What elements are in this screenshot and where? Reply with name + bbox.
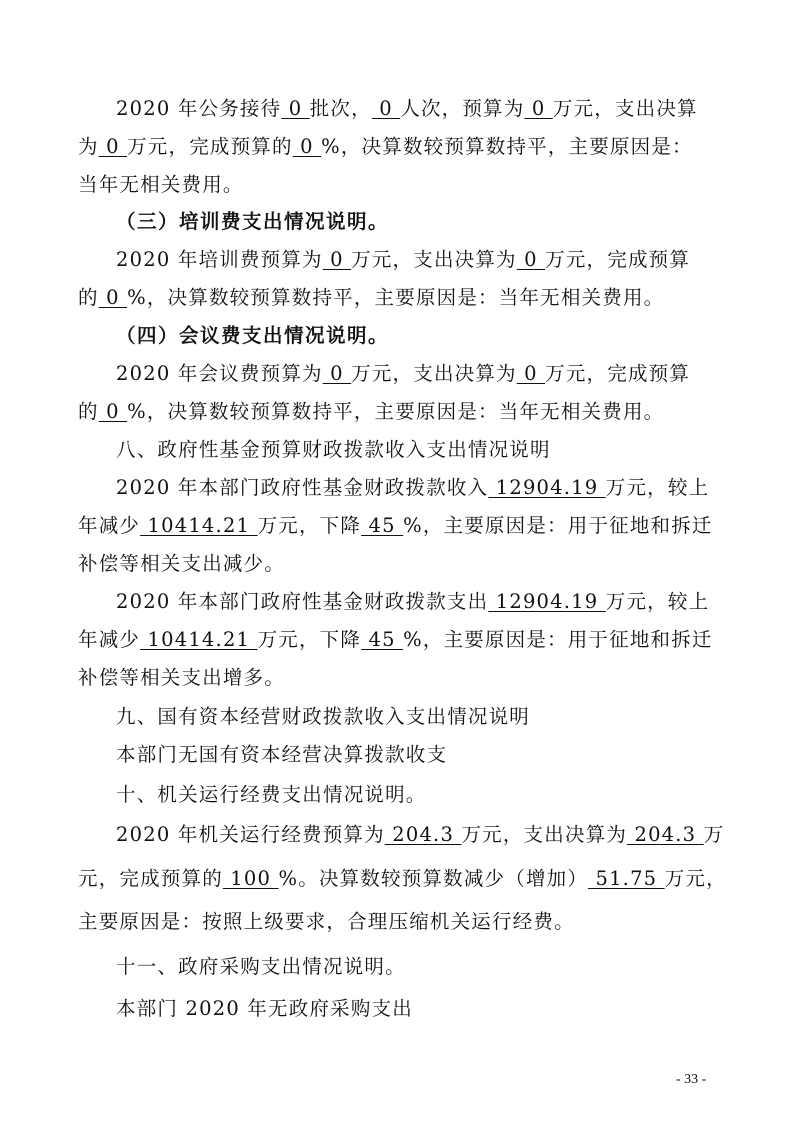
text-segment: 2020 年本部门政府性基金财政拨款收入 [116, 476, 489, 499]
text-line [78, 285, 793, 311]
filled-value: 0 [292, 135, 322, 158]
text-line [116, 361, 793, 387]
filled-value: 0 [98, 135, 128, 158]
text-line [78, 513, 793, 539]
page-number: - 33 - [676, 1072, 707, 1087]
text-segment: 2020 年公务接待 [116, 97, 282, 120]
text-segment: 补偿等相关支出减少。 [78, 552, 286, 575]
text-line [116, 782, 793, 808]
text-segment: 当年无相关费用。 [78, 173, 244, 196]
text-segment: 十一、政府采购支出情况说明。 [116, 955, 406, 978]
text-line [116, 247, 793, 273]
text-line [78, 134, 793, 160]
text-line [116, 954, 793, 980]
text-line [116, 323, 793, 349]
filled-value: 45 [361, 628, 404, 651]
text-segment: %，主要原因是：用于征地和拆迁 [403, 514, 713, 537]
filled-value: 0 [322, 248, 352, 271]
filled-value: 10414.21 [140, 514, 258, 537]
text-line [78, 627, 793, 653]
text-segment: 年减少 [78, 514, 141, 537]
text-segment: 的 [78, 400, 99, 423]
text-segment: 人次，预算为 [400, 97, 525, 120]
text-segment: 万元，完成预算的 [127, 135, 293, 158]
text-segment: %，决算数较预算数持平，主要原因是：当年无相关费用。 [127, 286, 665, 309]
filled-value: 100 [222, 867, 279, 890]
text-segment: 元，完成预算的 [78, 867, 223, 890]
text-segment: 2020 年会议费预算为 [116, 362, 323, 385]
text-line [78, 551, 793, 577]
text-line [116, 437, 793, 463]
text-line [116, 742, 793, 768]
text-segment: 万元，支出决算为 [351, 248, 517, 271]
filled-value: 0 [524, 97, 553, 120]
text-segment: （三）培训费支出情况说明。 [116, 210, 390, 233]
text-line [78, 866, 793, 892]
text-segment: 万元，完成预算 [545, 362, 691, 385]
filled-value: 0 [516, 248, 546, 271]
text-line [78, 909, 793, 935]
text-line [116, 704, 793, 730]
filled-value: 0 [371, 97, 401, 120]
text-segment: 万元，较上 [605, 476, 710, 499]
filled-value: 51.75 [588, 867, 665, 890]
text-segment: 万 [703, 823, 725, 846]
text-segment: 万元，完成预算 [545, 248, 691, 271]
text-line [78, 172, 793, 198]
text-segment: 万元，支出决算为 [461, 823, 628, 846]
text-line [116, 475, 793, 501]
text-segment: %。决算数较预算数减少（增加） [278, 867, 589, 890]
text-segment: 万元，支出决算为 [351, 362, 517, 385]
text-segment: %，决算数较预算数持平，主要原因是：当年无相关费用。 [127, 400, 665, 423]
filled-value: 0 [322, 362, 352, 385]
text-segment: 万元，支出决算 [552, 97, 698, 120]
text-line [116, 589, 793, 615]
filled-value: 204.3 [627, 823, 704, 846]
text-segment: %，主要原因是：用于征地和拆迁 [403, 628, 713, 651]
text-segment: 主要原因是：按照上级要求，合理压缩机关运行经费。 [78, 910, 575, 933]
text-segment: 的 [78, 286, 99, 309]
filled-value: 12904.19 [488, 476, 606, 499]
text-segment: 2020 年机关运行经费预算为 [116, 823, 385, 846]
filled-value: 10414.21 [140, 628, 258, 651]
text-line [78, 665, 793, 691]
text-segment: （四）会议费支出情况说明。 [116, 324, 390, 347]
text-line [116, 822, 793, 848]
text-segment: 万元， [664, 867, 727, 890]
text-segment: 2020 年本部门政府性基金财政拨款支出 [116, 590, 489, 613]
text-segment: 万元，下降 [257, 628, 362, 651]
text-line [116, 996, 793, 1022]
text-line [78, 399, 793, 425]
text-line [116, 209, 793, 235]
text-segment: 九、国有资本经营财政拨款收入支出情况说明 [116, 705, 531, 728]
text-segment: 本部门无国有资本经营决算拨款收支 [116, 743, 448, 766]
text-segment: 年减少 [78, 628, 141, 651]
text-segment: %，决算数较预算数持平，主要原因是： [321, 135, 693, 158]
text-segment: 万元，较上 [605, 590, 710, 613]
filled-value: 0 [281, 97, 310, 120]
filled-value: 0 [516, 362, 546, 385]
text-segment: 2020 年培训费预算为 [116, 248, 323, 271]
text-segment: 本部门 2020 年无政府采购支出 [116, 997, 413, 1020]
filled-value: 45 [361, 514, 404, 537]
filled-value: 204.3 [384, 823, 462, 846]
text-segment: 万元，下降 [257, 514, 362, 537]
filled-value: 0 [98, 400, 128, 423]
filled-value: 0 [98, 286, 128, 309]
text-line [116, 96, 793, 122]
text-segment: 补偿等相关支出增多。 [78, 666, 286, 689]
text-segment: 十、机关运行经费支出情况说明。 [116, 783, 427, 806]
filled-value: 12904.19 [488, 590, 606, 613]
text-segment: 八、政府性基金预算财政拨款收入支出情况说明 [116, 438, 551, 461]
text-segment: 为 [78, 135, 99, 158]
text-segment: 批次， [309, 97, 372, 120]
